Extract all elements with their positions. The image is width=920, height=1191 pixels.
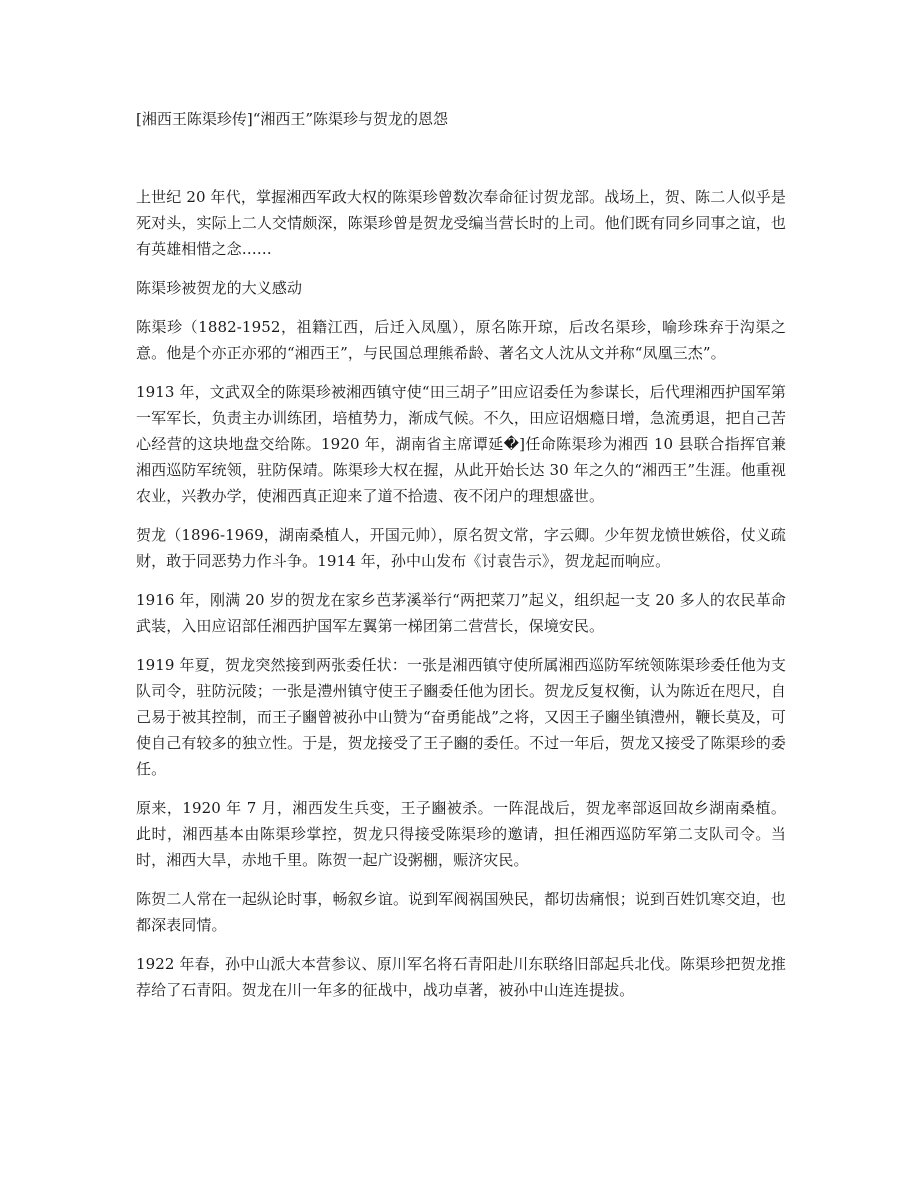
intro-paragraph: 上世纪 20 年代，掌握湘西军政大权的陈渠珍曾数次奉命征讨贺龙部。战场上，贺、陈二人似乎是死对头，实际上二人交情颇深，陈渠珍曾是贺龙受编当营长时的上司。他们既有同乡同事之谊，也有英雄相惜之念…… bbox=[136, 188, 786, 258]
paragraph-friendship: 陈贺二人常在一起纵论时事，畅叙乡谊。说到军阀祸国殃民，都切齿痛恨；说到百姓饥寒交迫，也都深表同情。 bbox=[136, 890, 786, 934]
section-subheading: 陈渠珍被贺龙的大义感动 bbox=[136, 279, 303, 297]
paragraph-chen-bio: 陈渠珍（1882-1952，祖籍江西，后迁入凤凰），原名陈开琼，后改名渠珍，喻珍珠弃于沟渠之意。他是个亦正亦邪的“湘西王”，与民国总理熊希龄、著名文人沈从文并称“凤凰三杰”。 bbox=[136, 318, 786, 362]
paragraph-1920: 原来，1920 年 7 月，湘西发生兵变，王子豳被杀。一阵混战后，贺龙率部返回故乡湖南桑植。此时，湘西基本由陈渠珍掌控，贺龙只得接受陈渠珍的邀请，担任湘西巡防军第二支队司令。当时，湘西大旱，赤地千里。陈贺一起广设粥棚，赈济灾民。 bbox=[136, 799, 786, 869]
paragraph-1913: 1913 年，文武双全的陈渠珍被湘西镇守使“田三胡子”田应诏委任为参谋长，后代理湘西护国军第一军军长，负责主办训练团，培植势力，渐成气候。不久，田应诏烟瘾日增，急流勇退，把自己苦心经营的这块地盘交给陈。1920 年，湖南省主席谭延�]任命陈渠珍为湘西 10 县联合指挥官兼湘西巡防军统领，驻防保靖。陈渠珍大权在握，从此开始长达 30 年之久的“湘西王”生涯。他重视农业，兴教办学，使湘西真正迎来了道不拾遗、夜不闭户的理想盛世。 bbox=[136, 383, 786, 505]
paragraph-he-bio: 贺龙（1896-1969，湖南桑植人，开国元帅），原名贺文常，字云卿。少年贺龙愤世嫉俗，仗义疏财，敢于同恶势力作斗争。1914 年，孙中山发布《讨袁告示》，贺龙起而响应。 bbox=[136, 526, 786, 570]
paragraph-1916: 1916 年，刚满 20 岁的贺龙在家乡芭茅溪举行“两把菜刀”起义，组织起一支 20 多人的农民革命武装，入田应诏部任湘西护国军左翼第一梯团第二营营长，保境安民。 bbox=[136, 591, 786, 635]
document-title: [湘西王陈渠珍传]“湘西王”陈渠珍与贺龙的恩怨 bbox=[136, 110, 449, 128]
paragraph-1919: 1919 年夏，贺龙突然接到两张委任状：一张是湘西镇守使所属湘西巡防军统领陈渠珍委任他为支队司令，驻防沅陵；一张是澧州镇守使王子豳委任他为团长。贺龙反复权衡，认为陈近在咫尺，自己易于被其控制，而王子豳曾被孙中山赞为“奋勇能战”之将，又因王子豳坐镇澧州，鞭长莫及，可使自己有较多的独立性。于是，贺龙接受了王子豳的委任。不过一年后，贺龙又接受了陈渠珍的委任。 bbox=[136, 656, 786, 778]
paragraph-1922: 1922 年春，孙中山派大本营参议、原川军名将石青阳赴川东联络旧部起兵北伐。陈渠珍把贺龙推荐给了石青阳。贺龙在川一年多的征战中，战功卓著，被孙中山连连提拔。 bbox=[136, 955, 786, 999]
document-body bbox=[136, 184, 786, 1016]
